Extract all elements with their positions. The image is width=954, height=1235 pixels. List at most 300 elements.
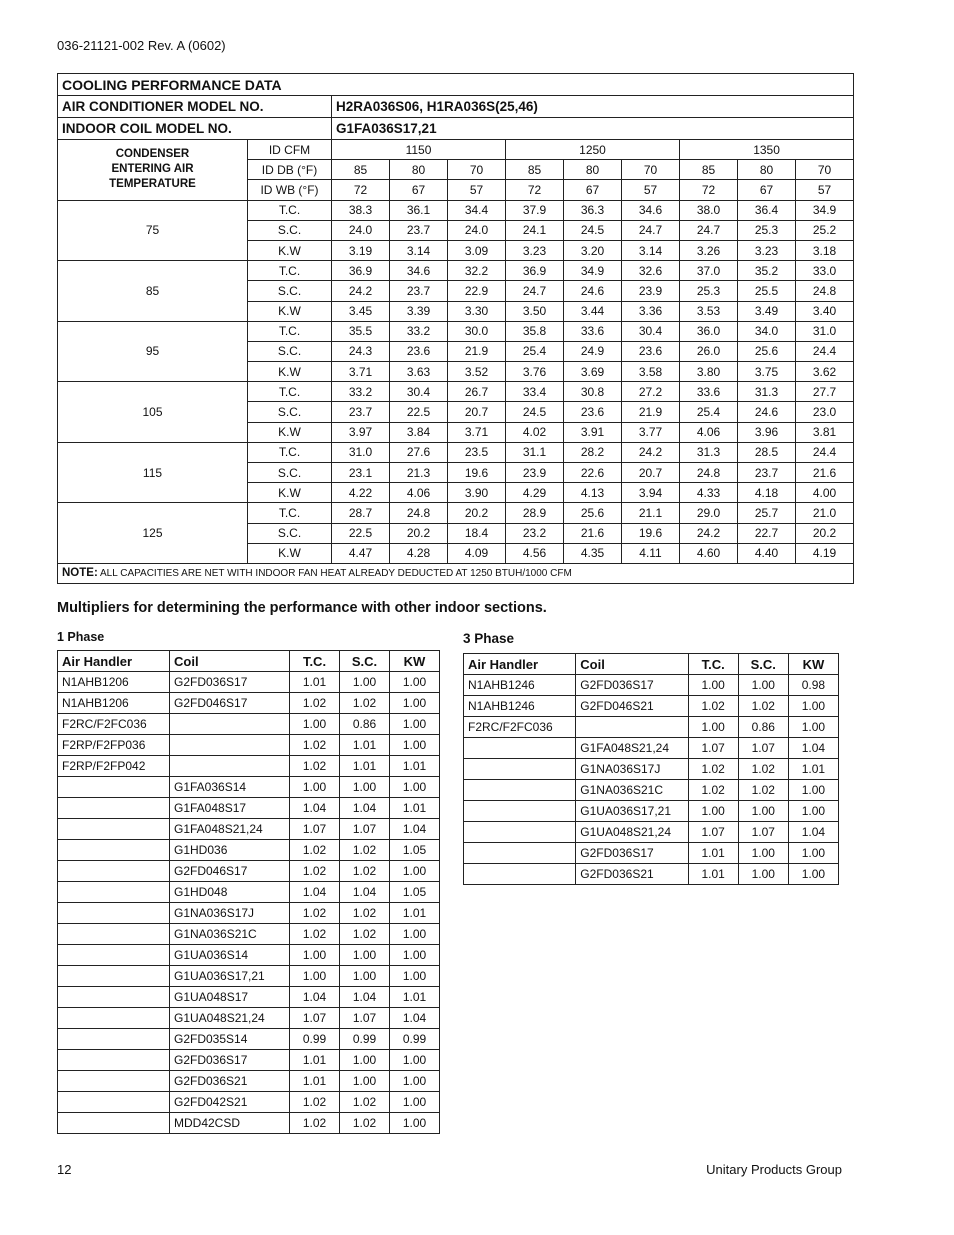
performance-value: 21.6 [564, 523, 622, 543]
multiplier-cell: 0.86 [738, 717, 788, 738]
performance-value: 23.9 [506, 463, 564, 483]
performance-value: 28.2 [564, 442, 622, 462]
coil-model-label: INDOOR COIL MODEL NO. [58, 118, 332, 140]
multiplier-cell: 1.00 [788, 801, 838, 822]
multiplier-cell: 1.04 [290, 882, 340, 903]
multiplier-cell: 1.00 [390, 966, 440, 987]
performance-value: 23.5 [448, 442, 506, 462]
performance-value: 4.33 [680, 483, 738, 503]
performance-value: 4.40 [738, 543, 796, 563]
performance-value: 3.69 [564, 362, 622, 382]
multiplier-cell: G1HD048 [170, 882, 290, 903]
multiplier-cell [58, 882, 170, 903]
table-row [58, 840, 440, 861]
multiplier-cell: 1.07 [290, 819, 340, 840]
performance-value: 3.63 [390, 362, 448, 382]
performance-value: 4.13 [564, 483, 622, 503]
note-text: ALL CAPACITIES ARE NET WITH INDOOR FAN HEAT ALREADY DEDUCTED AT 1250 BTUH/1000 CFM [100, 568, 572, 580]
multiplier-cell: 1.07 [340, 1008, 390, 1029]
phase1-multiplier-table [57, 650, 440, 1134]
performance-value: 22.7 [738, 523, 796, 543]
metric-label: S.C. [248, 523, 332, 543]
table-row [58, 777, 440, 798]
table-row [464, 843, 839, 864]
multiplier-cell: 1.07 [738, 738, 788, 759]
performance-value: 23.7 [390, 281, 448, 301]
performance-value: 25.4 [506, 341, 564, 361]
performance-value: 31.0 [332, 442, 390, 462]
multiplier-cell [170, 714, 290, 735]
performance-value: 3.80 [680, 362, 738, 382]
multiplier-cell: 1.02 [290, 1092, 340, 1113]
metric-label: T.C. [248, 321, 332, 341]
multiplier-cell: 1.00 [390, 777, 440, 798]
performance-row [58, 321, 854, 341]
performance-value: 36.3 [564, 200, 622, 220]
performance-value: 4.06 [390, 483, 448, 503]
ac-model-label: AIR CONDITIONER MODEL NO. [58, 96, 332, 118]
performance-value: 3.44 [564, 301, 622, 321]
performance-value: 30.0 [448, 321, 506, 341]
performance-value: 4.47 [332, 543, 390, 563]
table-row [464, 801, 839, 822]
performance-value: 26.7 [448, 382, 506, 402]
performance-value: 3.94 [622, 483, 680, 503]
multiplier-cell: 1.00 [788, 843, 838, 864]
multiplier-cell: 1.02 [290, 735, 340, 756]
performance-value: 23.6 [564, 402, 622, 422]
multiplier-cell: G1FA048S21,24 [170, 819, 290, 840]
multiplier-cell: 1.07 [340, 819, 390, 840]
multiplier-cell: G2FD036S17 [170, 1050, 290, 1071]
performance-value: 34.6 [622, 200, 680, 220]
column-header: Air Handler [464, 654, 576, 675]
table-row [58, 903, 440, 924]
column-header: Coil [170, 651, 290, 672]
multiplier-cell: 1.04 [788, 738, 838, 759]
performance-value: 3.20 [564, 240, 622, 260]
performance-value: 27.6 [390, 442, 448, 462]
phase3-multiplier-table [463, 653, 839, 885]
metric-label: K.W [248, 422, 332, 442]
multiplier-cell: 1.02 [340, 861, 390, 882]
table-row [58, 966, 440, 987]
performance-row [58, 200, 854, 220]
performance-value: 36.1 [390, 200, 448, 220]
table-row [58, 1008, 440, 1029]
performance-value: 31.3 [680, 442, 738, 462]
performance-value: 33.6 [680, 382, 738, 402]
performance-value: 24.8 [796, 281, 854, 301]
performance-value: 24.3 [332, 341, 390, 361]
multiplier-cell: 1.00 [688, 801, 738, 822]
performance-value: 3.26 [680, 240, 738, 260]
multiplier-cell: G1NA036S21C [576, 780, 688, 801]
performance-value: 25.4 [680, 402, 738, 422]
performance-value: 36.9 [506, 261, 564, 281]
performance-value: 37.0 [680, 261, 738, 281]
multiplier-cell: 1.00 [390, 1092, 440, 1113]
performance-value: 22.6 [564, 463, 622, 483]
id-cfm-label: ID CFM [248, 140, 332, 160]
multiplier-cell: G2FD035S14 [170, 1029, 290, 1050]
multiplier-cell: 1.00 [390, 672, 440, 693]
performance-value: 32.6 [622, 261, 680, 281]
multiplier-cell [58, 819, 170, 840]
performance-value: 24.6 [738, 402, 796, 422]
performance-value: 3.09 [448, 240, 506, 260]
multiplier-cell: G1UA036S17,21 [576, 801, 688, 822]
multiplier-cell: 1.00 [788, 780, 838, 801]
multiplier-cell: G1NA036S17J [170, 903, 290, 924]
multiplier-cell [58, 798, 170, 819]
id-db-value: 70 [796, 160, 854, 180]
multiplier-cell: 1.00 [390, 1113, 440, 1134]
multiplier-cell: F2RP/F2FP036 [58, 735, 170, 756]
table-row [58, 714, 440, 735]
multiplier-cell: G2FD036S21 [576, 864, 688, 885]
performance-value: 33.0 [796, 261, 854, 281]
condenser-temp-header [58, 140, 248, 201]
performance-value: 19.6 [448, 463, 506, 483]
metric-label: K.W [248, 543, 332, 563]
performance-value: 24.2 [680, 523, 738, 543]
performance-value: 22.5 [332, 523, 390, 543]
multiplier-cell: 1.02 [688, 696, 738, 717]
multiplier-cell: G1UA036S17,21 [170, 966, 290, 987]
multiplier-cell [58, 1008, 170, 1029]
performance-value: 35.5 [332, 321, 390, 341]
multiplier-cell: N1AHB1206 [58, 672, 170, 693]
multiplier-cell: 1.02 [340, 1092, 390, 1113]
multiplier-cell: 1.04 [390, 819, 440, 840]
metric-label: K.W [248, 362, 332, 382]
table-row [58, 798, 440, 819]
multiplier-cell: 1.02 [290, 924, 340, 945]
performance-value: 4.28 [390, 543, 448, 563]
multiplier-cell: 1.00 [390, 945, 440, 966]
multiplier-cell [464, 801, 576, 822]
multiplier-cell: G2FD036S21 [170, 1071, 290, 1092]
table-row [464, 717, 839, 738]
multiplier-cell: 1.05 [390, 840, 440, 861]
metric-label: T.C. [248, 382, 332, 402]
performance-value: 38.0 [680, 200, 738, 220]
performance-value: 30.4 [390, 382, 448, 402]
multiplier-cell: 1.04 [340, 987, 390, 1008]
table-row [58, 861, 440, 882]
id-db-value: 85 [506, 160, 564, 180]
multiplier-cell: 1.04 [290, 987, 340, 1008]
id-db-value: 70 [448, 160, 506, 180]
performance-value: 28.5 [738, 442, 796, 462]
performance-value: 3.90 [448, 483, 506, 503]
performance-value: 26.0 [680, 341, 738, 361]
table-row [58, 756, 440, 777]
performance-value: 24.2 [622, 442, 680, 462]
multiplier-cell: 0.99 [340, 1029, 390, 1050]
id-db-value: 85 [680, 160, 738, 180]
performance-value: 25.5 [738, 281, 796, 301]
table-row [58, 1113, 440, 1134]
id-wb-value: 72 [506, 180, 564, 200]
id-db-label: ID DB (°F) [248, 160, 332, 180]
table-row [464, 738, 839, 759]
performance-value: 27.7 [796, 382, 854, 402]
multiplier-cell: 1.00 [738, 675, 788, 696]
multiplier-cell: 1.00 [738, 801, 788, 822]
performance-value: 3.39 [390, 301, 448, 321]
performance-value: 3.40 [796, 301, 854, 321]
multiplier-cell: 1.00 [390, 735, 440, 756]
performance-value: 24.7 [622, 220, 680, 240]
multiplier-cell: 1.00 [290, 966, 340, 987]
performance-value: 35.8 [506, 321, 564, 341]
condenser-temp-value: 95 [58, 321, 248, 382]
multiplier-cell: 1.07 [738, 822, 788, 843]
multiplier-cell: 1.00 [390, 924, 440, 945]
performance-value: 4.60 [680, 543, 738, 563]
multiplier-cell: 1.02 [340, 924, 390, 945]
performance-value: 23.7 [390, 220, 448, 240]
multiplier-cell: G1FA036S14 [170, 777, 290, 798]
performance-value: 21.6 [796, 463, 854, 483]
column-header: Air Handler [58, 651, 170, 672]
performance-value: 29.0 [680, 503, 738, 523]
multiplier-cell [170, 756, 290, 777]
id-db-value: 70 [622, 160, 680, 180]
performance-value: 24.2 [332, 281, 390, 301]
multiplier-cell: 1.01 [340, 756, 390, 777]
performance-value: 3.23 [738, 240, 796, 260]
multiplier-cell: 1.02 [340, 693, 390, 714]
performance-value: 34.6 [390, 261, 448, 281]
multiplier-cell: 1.00 [340, 672, 390, 693]
performance-value: 24.0 [332, 220, 390, 240]
performance-value: 21.0 [796, 503, 854, 523]
multiplier-cell: G2FD046S21 [576, 696, 688, 717]
performance-value: 21.3 [390, 463, 448, 483]
id-wb-value: 67 [390, 180, 448, 200]
multiplier-cell [464, 738, 576, 759]
performance-value: 23.1 [332, 463, 390, 483]
performance-value: 4.02 [506, 422, 564, 442]
multiplier-cell: G1UA048S17 [170, 987, 290, 1008]
column-header: KW [788, 654, 838, 675]
performance-value: 3.71 [448, 422, 506, 442]
table-row [58, 945, 440, 966]
table-row [58, 987, 440, 1008]
performance-value: 3.84 [390, 422, 448, 442]
table-row [58, 1092, 440, 1113]
multiplier-cell [170, 735, 290, 756]
table-row [464, 780, 839, 801]
multiplier-cell: F2RC/F2FC036 [58, 714, 170, 735]
performance-value: 33.2 [332, 382, 390, 402]
id-db-value: 80 [738, 160, 796, 180]
table-row [464, 759, 839, 780]
multiplier-cell: 1.00 [340, 777, 390, 798]
table-row [58, 1071, 440, 1092]
condenser-temp-value: 75 [58, 200, 248, 261]
multiplier-cell: 1.04 [340, 882, 390, 903]
performance-value: 3.71 [332, 362, 390, 382]
performance-value: 24.7 [680, 220, 738, 240]
multiplier-cell: 1.00 [738, 843, 788, 864]
metric-label: T.C. [248, 442, 332, 462]
metric-label: K.W [248, 483, 332, 503]
performance-value: 31.0 [796, 321, 854, 341]
coil-model-value: G1FA036S17,21 [332, 118, 854, 140]
performance-value: 4.06 [680, 422, 738, 442]
multiplier-cell: G1UA048S21,24 [170, 1008, 290, 1029]
multiplier-cell: 1.00 [390, 1071, 440, 1092]
cooling-table-title: COOLING PERFORMANCE DATA [58, 74, 854, 96]
multiplier-cell: G1UA048S21,24 [576, 822, 688, 843]
multiplier-cell: 0.98 [788, 675, 838, 696]
multiplier-cell [464, 843, 576, 864]
performance-value: 33.2 [390, 321, 448, 341]
multipliers-title: Multipliers for determining the performance with other indoor sections. [57, 600, 547, 616]
performance-value: 20.2 [796, 523, 854, 543]
performance-value: 24.4 [796, 442, 854, 462]
performance-value: 24.9 [564, 341, 622, 361]
performance-value: 31.1 [506, 442, 564, 462]
performance-value: 24.4 [796, 341, 854, 361]
id-db-value: 80 [390, 160, 448, 180]
performance-value: 36.0 [680, 321, 738, 341]
multiplier-cell [58, 1050, 170, 1071]
table-row [58, 882, 440, 903]
condenser-temp-value: 105 [58, 382, 248, 443]
multiplier-cell [58, 1113, 170, 1134]
column-header: S.C. [738, 654, 788, 675]
performance-value: 3.49 [738, 301, 796, 321]
table-row [58, 924, 440, 945]
multiplier-cell: 1.04 [390, 1008, 440, 1029]
phase3-label: 3 Phase [463, 631, 515, 646]
performance-value: 20.2 [390, 523, 448, 543]
multiplier-cell: 1.00 [788, 864, 838, 885]
performance-row [58, 382, 854, 402]
metric-label: T.C. [248, 200, 332, 220]
multiplier-cell: 1.01 [290, 1071, 340, 1092]
cfm-value: 1350 [680, 140, 854, 160]
multiplier-cell: MDD42CSD [170, 1113, 290, 1134]
performance-value: 27.2 [622, 382, 680, 402]
performance-value: 37.9 [506, 200, 564, 220]
performance-value: 32.2 [448, 261, 506, 281]
multiplier-cell [58, 966, 170, 987]
id-wb-value: 72 [332, 180, 390, 200]
multiplier-cell: 1.01 [290, 1050, 340, 1071]
multiplier-cell: 1.02 [290, 693, 340, 714]
multiplier-cell: 1.02 [290, 756, 340, 777]
performance-value: 30.4 [622, 321, 680, 341]
id-db-value: 85 [332, 160, 390, 180]
performance-value: 3.14 [390, 240, 448, 260]
performance-value: 4.22 [332, 483, 390, 503]
multiplier-cell: 1.02 [290, 861, 340, 882]
multiplier-cell: G1NA036S21C [170, 924, 290, 945]
multiplier-cell: 1.00 [340, 1050, 390, 1071]
performance-value: 23.6 [622, 341, 680, 361]
condenser-label-line: TEMPERATURE [109, 178, 196, 191]
table-row [464, 696, 839, 717]
multiplier-cell: N1AHB1206 [58, 693, 170, 714]
multiplier-cell: 1.07 [688, 738, 738, 759]
performance-row [58, 503, 854, 523]
performance-value: 4.00 [796, 483, 854, 503]
multiplier-cell: 1.00 [290, 945, 340, 966]
performance-row [58, 261, 854, 281]
multiplier-cell [58, 861, 170, 882]
metric-label: T.C. [248, 503, 332, 523]
page-number: 12 [57, 1162, 72, 1177]
performance-value: 3.18 [796, 240, 854, 260]
multiplier-cell: 1.00 [340, 945, 390, 966]
performance-value: 34.9 [564, 261, 622, 281]
performance-value: 22.5 [390, 402, 448, 422]
multiplier-cell: 1.01 [340, 735, 390, 756]
performance-value: 3.53 [680, 301, 738, 321]
performance-value: 25.6 [738, 341, 796, 361]
performance-value: 34.0 [738, 321, 796, 341]
performance-value: 20.7 [448, 402, 506, 422]
performance-value: 3.75 [738, 362, 796, 382]
performance-value: 23.0 [796, 402, 854, 422]
performance-value: 4.29 [506, 483, 564, 503]
multiplier-cell: 0.86 [340, 714, 390, 735]
multiplier-cell [58, 1029, 170, 1050]
performance-value: 24.8 [390, 503, 448, 523]
metric-label: S.C. [248, 281, 332, 301]
multiplier-cell: 1.00 [390, 861, 440, 882]
id-wb-value: 72 [680, 180, 738, 200]
multiplier-cell: 1.00 [738, 864, 788, 885]
performance-value: 24.7 [506, 281, 564, 301]
table-row [464, 675, 839, 696]
document-number: 036-21121-002 Rev. A (0602) [57, 38, 226, 53]
performance-value: 23.9 [622, 281, 680, 301]
multiplier-cell [58, 1092, 170, 1113]
id-wb-label: ID WB (°F) [248, 180, 332, 200]
multiplier-cell [58, 987, 170, 1008]
multiplier-cell: 1.02 [738, 780, 788, 801]
id-wb-value: 57 [796, 180, 854, 200]
performance-value: 25.3 [738, 220, 796, 240]
performance-value: 38.3 [332, 200, 390, 220]
performance-value: 28.7 [332, 503, 390, 523]
multiplier-cell [58, 924, 170, 945]
id-db-value: 80 [564, 160, 622, 180]
metric-label: S.C. [248, 341, 332, 361]
condenser-temp-value: 125 [58, 503, 248, 564]
id-wb-value: 57 [448, 180, 506, 200]
performance-value: 4.35 [564, 543, 622, 563]
multiplier-cell: 1.00 [390, 693, 440, 714]
table-row [464, 822, 839, 843]
performance-value: 3.52 [448, 362, 506, 382]
id-wb-value: 67 [564, 180, 622, 200]
performance-value: 23.2 [506, 523, 564, 543]
performance-value: 23.7 [738, 463, 796, 483]
id-wb-value: 67 [738, 180, 796, 200]
multiplier-cell: 1.02 [688, 759, 738, 780]
multiplier-cell [464, 780, 576, 801]
performance-value: 23.6 [390, 341, 448, 361]
performance-value: 3.96 [738, 422, 796, 442]
